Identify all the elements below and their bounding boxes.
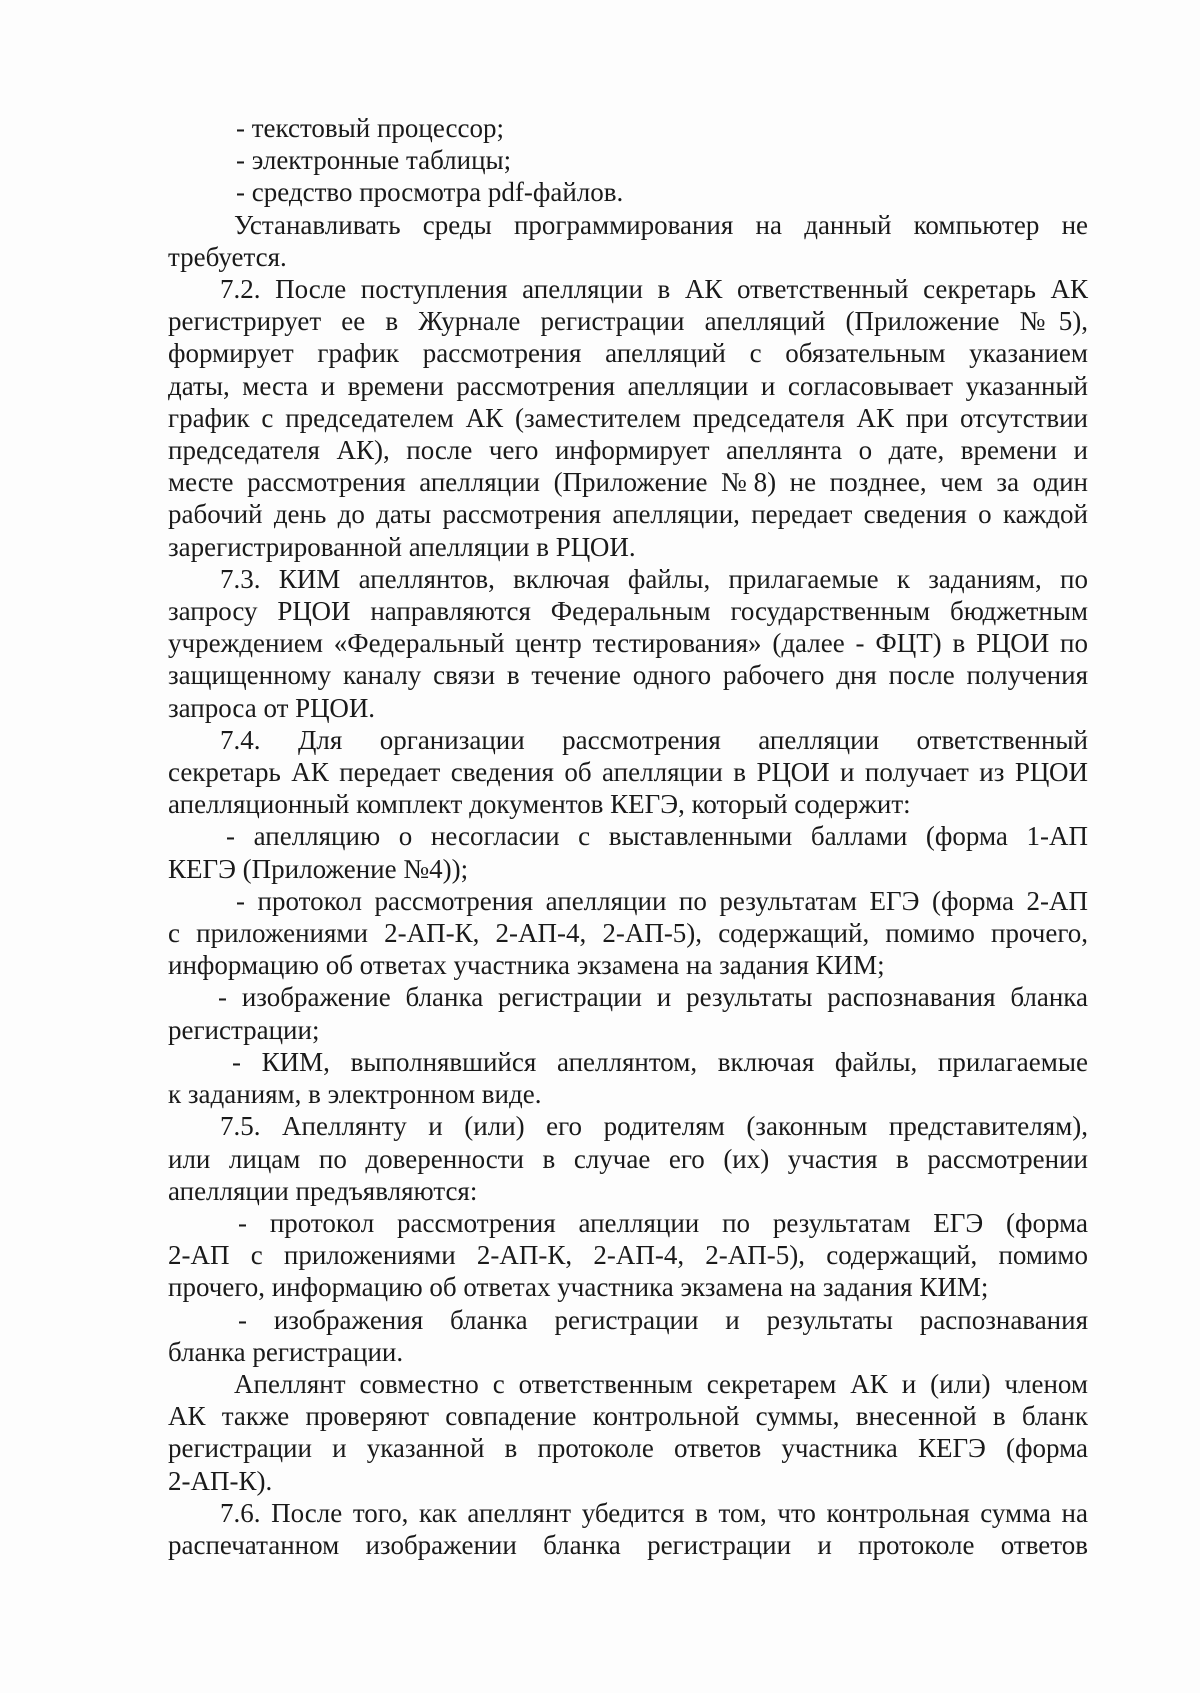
text-line: - изображения бланка регистрации и результаты распознавания <box>238 1304 1088 1335</box>
text-line: апелляции предъявляются: <box>168 1175 478 1206</box>
text-line: с приложениями 2-АП-К, 2-АП-4, 2-АП-5), содержащий, помимо прочего, <box>168 918 1088 949</box>
text-line: график с председателем АК (заместителем председателя АК при отсутствии <box>168 402 1088 433</box>
text-line: прочего, информацию об ответах участника экзамена на задания КИМ; <box>168 1272 989 1303</box>
text-line: регистрирует ее в Журнале регистрации апелляций (Приложение №5), <box>168 306 1088 337</box>
text-line: 7.5. Апеллянту и (или) его родителям (законным представителям), <box>220 1111 1088 1142</box>
text-line: 7.4. Для организации рассмотрения апелляции ответственный <box>220 724 1088 755</box>
text-line: зарегистрированной апелляции в РЦОИ. <box>168 531 636 562</box>
text-line: бланка регистрации. <box>168 1336 404 1367</box>
text-line: даты, места и времени рассмотрения апелляции и согласовывает указанный <box>168 370 1088 401</box>
text-line: требуется. <box>168 241 287 272</box>
text-line: - КИМ, выполнявшийся апеллянтом, включая файлы, прилагаемые <box>232 1046 1088 1077</box>
text-line: 2-АП-К). <box>168 1465 273 1496</box>
text-line: запроса от РЦОИ. <box>168 692 376 723</box>
text-line: председателя АК), после чего информирует апеллянта о дате, времени и <box>168 435 1088 466</box>
text-line: 2-АП с приложениями 2-АП-К, 2-АП-4, 2-АП-5), содержащий, помимо <box>168 1240 1088 1271</box>
text-line: - протокол рассмотрения апелляции по результатам ЕГЭ (форма <box>238 1207 1088 1238</box>
text-line: 7.2. После поступления апелляции в АК ответственный секретарь АК <box>220 274 1088 305</box>
text-line: - изображение бланка регистрации и результаты распознавания бланка <box>218 982 1088 1013</box>
text-line: Апеллянт совместно с ответственным секретарем АК и (или) членом <box>234 1368 1088 1399</box>
text-line: регистрации и указанной в протоколе ответов участника КЕГЭ (форма <box>168 1433 1088 1464</box>
text-line: секретарь АК передает сведения об апелляции в РЦОИ и получает из РЦОИ <box>168 757 1088 788</box>
text-line: 7.6. После того, как апеллянт убедится в том, что контрольная сумма на <box>220 1497 1088 1528</box>
text-line: апелляционный комплект документов КЕГЭ, который содержит: <box>168 789 911 820</box>
text-line: КЕГЭ (Приложение №4)); <box>168 853 469 884</box>
text-line: 7.3. КИМ апеллянтов, включая файлы, прилагаемые к заданиям, по <box>220 563 1088 594</box>
text-line: АК также проверяют совпадение контрольной суммы, внесенной в бланк <box>168 1401 1088 1432</box>
text-line: месте рассмотрения апелляции (Приложение №8) не позднее, чем за один <box>168 467 1088 498</box>
text-line: - текстовый процессор; <box>236 113 505 143</box>
text-line: учреждением «Федеральный центр тестирования» (далее - ФЦТ) в РЦОИ по <box>168 628 1088 659</box>
text-line: - средство просмотра pdf-файлов. <box>236 177 624 208</box>
text-line: - апелляцию о несогласии с выставленными баллами (форма 1-АП <box>226 821 1088 852</box>
text-line: рабочий день до даты рассмотрения апелляции, передает сведения о каждой <box>168 499 1088 530</box>
text-line: распечатанном изображении бланка регистрации и протоколе ответов <box>168 1529 1088 1560</box>
text-line: информацию об ответах участника экзамена на задания КИМ; <box>168 950 885 981</box>
text-line: - протокол рассмотрения апелляции по результатам ЕГЭ (форма 2-АП <box>236 885 1088 916</box>
text-line: формирует график рассмотрения апелляций с обязательным указанием <box>168 338 1088 369</box>
text-line: регистрации; <box>168 1014 320 1045</box>
text-line: Устанавливать среды программирования на данный компьютер не <box>234 209 1088 240</box>
text-line: запросу РЦОИ направляются Федеральным государственным бюджетным <box>168 596 1088 627</box>
text-line: - электронные таблицы; <box>236 145 512 176</box>
text-line: или лицам по доверенности в случае его (их) участия в рассмотрении <box>168 1143 1088 1174</box>
document-body <box>168 112 1088 1561</box>
text-line: защищенному каналу связи в течение одного рабочего дня после получения <box>168 660 1088 691</box>
text-line: к заданиям, в электронном виде. <box>168 1079 542 1110</box>
